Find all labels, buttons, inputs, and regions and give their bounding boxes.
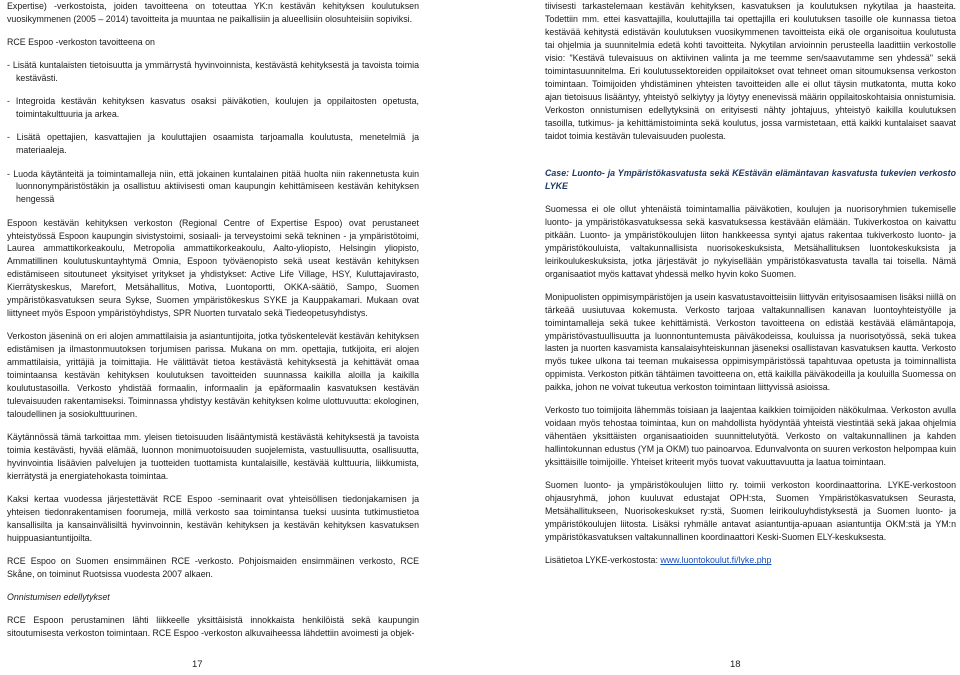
practice-paragraph: Käytännössä tämä tarkoittaa mm. yleisen tietoisuuden lisääntymistä kestävästä kehityksestä ja tavoista toimia kestävästi, hyvää elämää, luonnon monimuotoisuuden suojelemista, vastuullisuutta, osallisuutta, hyvinvointia lisäävien palvelujen ja tuotteiden tuottamista kuntalaisille, kestävää kulttuuria, liikkumista, kierrätystä ja energiatehokasta toimintaa.: [7, 432, 419, 482]
success-subheading: Onnistumisen edellytykset: [7, 592, 110, 603]
goal-bullet: - Lisätä opettajien, kasvattajien ja kouluttajien osaamista tarjoamalla koulutusta, menetelmiä ja materiaaleja.: [7, 132, 419, 156]
right-page-column: [545, 0, 956, 567]
page-number-right: 18: [730, 659, 741, 670]
goal-bullet: - Luoda käytänteitä ja toimintamalleja niin, että jokainen kuntalainen pitää huolta niin rakennetusta kuin luonnonympäristöstäkin ja osallistuu aktiivisesti oman kaupungin kehittämiseen kestävän kehityksen hengessä: [7, 168, 419, 205]
founding-paragraph: RCE Espoon perustaminen lähti liikkeelle yksittäisistä innokkaista henkilöistä sekä kaupungin sitoutumisesta verkoston toimintaan. RCE Espoo -verkoston alkuvaiheessa lähdettiin avoimesti ja objek-: [7, 615, 419, 639]
lyke-intro-paragraph: Suomessa ei ole ollut yhtenäistä toimintamallia päiväkotien, koulujen ja nuorisoryhmien tukemiselle luonto- ja ympäristökasvatuksessa sekä kasvatuksessa kestävään elämään. Tukiverkostoa on kaivattu pitkään. Luonto- ja ympäristökoulujen liiton hankkeessa syntyi ajatus rakentaa tukiverkosto luonto- ja ympäristökouluista, valtakunnallisista nuorisokeskuksista, Metsähallituksen luontokeskuksista ja leirikoulukeskuksista, jotka järjestävät jo nykyisellään ympäristökasvatusta tavalla tai toisella. Nämä organisaatiot myös kattavat yhdessä melko hyvin koko Suomen.: [545, 203, 956, 279]
lyke-coordination-paragraph: Suomen luonto- ja ympäristökoulujen liitto ry. toimii verkoston koordinaattorina. LYKE-verkostoon ohjausryhmä, johon kuuluvat edustajat OPH:sta, Suomen Ympäristökasvatuksen Seurasta, Metsähallitukseen, Nuorisokeskukset ry:stä, Suomen leirikouluyhdistyksestä ja Suomen luonto- ja ympäristökoulujen liitosta. Lisäksi ryhmälle antavat asiantuntija-apuaan asiantuntija OKM:stä ja YM:n ympäristökasvatuksen valtakunnallinen koordinaattori Keski-Suomen ELY-keskuksesta.: [545, 480, 956, 543]
members-paragraph: Verkoston jäseninä on eri alojen ammattilaisia ja asiantuntijoita, jotka työskentelevät kestävän kehityksen edistämisen ja ilmastonmuutoksen torjumisen parissa. Mukana on mm. opettajia, tutkijoita, eri alojen ammattilaisia, yrittäjiä ja toimittajia. He välittävät tietoa kestävästä kehityksestä ja kehittävät omaa toimintaansa kestävän kehityksen koulutuksen tavoitteiden suunnassa kaikilla aloilla ja kaikilla koulutustasoilla. Verkosto yhdistää formaalin, informaalin ja epäformaalin kasvatuksen kestävän tulevaisuuden rakentamiseksi. Toiminnassa yhdistyy kestävän kehityksen kolme ulottuvuutta: ekologinen, taloudellinen ja sosiokulttuurinen.: [7, 331, 419, 420]
right-page: [480, 0, 960, 675]
left-page-column: [7, 0, 419, 640]
lyke-benefits-paragraph: Verkosto tuo toimijoita lähemmäs toisiaan ja laajentaa kaikkien toimijoiden näkökulmaa. Verkoston avulla voidaan myös tehostaa toimintaa, kun on mahdollista hyödyntää yhteistä viestintää sekä jakaa ohjelmia vähentäen yksittäisten organisaatioiden suunnittelutyötä. Verkosto on valtakunnallinen ja kahden hallintokunnan edustus (YM ja OKM) tuo painoarvoa. Edunvalvonta on suuren verkoston helpompaa kuin yksittäisille toimijoille. Yhteiset kriteerit myös tuovat vakuuttavuutta ja laatua toimintaan.: [545, 405, 956, 468]
lyke-website-link[interactable]: www.luontokoulut.fi/lyke.php: [660, 555, 772, 566]
intro-paragraph: Expertise) -verkostoista, joiden tavoitteena on toteuttaa YK:n kestävän kehityksen koulutuksen vuosikymmenen (2005 – 2014) tavoitteita ja muuntaa ne paikallisiin ja alueellisiin olosuhteisiin sopiviksi.: [7, 1, 419, 24]
seminars-paragraph: Kaksi kertaa vuodessa järjestettävät RCE Espoo -seminaarit ovat yhteisöllisen tiedonjakamisen ja yhteisen tiedonrakentamisen foorumeja, millä verkosto saa toimintansa tueksi uusinta tutkimustietoa kansallisilta ja kansainvälisiltä hyvinvoinnin, kestävän kehityksen ja kestävän kehityksen kasvatuksen huippuasiantuntijoilta.: [7, 494, 419, 544]
goal-bullet: - Integroida kestävän kehityksen kasvatus osaksi päiväkotien, koulujen ja oppilaitosten opetusta, toimintakulttuuria ja arkea.: [7, 96, 419, 120]
page-number-left: 17: [192, 659, 203, 670]
assessment-paragraph: tiivisesti tarkastelemaan kestävän kehityksen, kasvatuksen ja koulutuksen nykytilaa ja haasteita. Todettiin mm. ettei kasvattajilla, kouluttajilla tai opettajilla eri koulutuksen tasoille ole kunnassa tietoa kestävää kehitystä edistävän koulutuksen vuosikymmenen tavoitteista eikä ole organisoitua koulutusta tai ohjelmia ja suunnitelmia edetä kohti tavoitteita. Nykytilan arvioinnin perusteella laadittiin verkostolle visio: "Kestävä tulevaisuus on aktiivinen valinta ja me teemme sen/saavutamme sen yhdessä" sekä toimintasuunnitelma. Eri koulutussektoreiden oppilaitokset ovat tehneet oman sitoumuksensa verkoston toimintaan. Toimijoiden yhdistäminen yhteisten tavoitteiden alle ei ollut täysin mutkatonta, mutta koko ajan tietoisuus lisääntyy, yhteistyö selkiytyy ja löytyy enenevissä määrin oppilaitoskohtaisia onnistumisia. Verkoston onnistumisen edellytyksinä on erityisesti nähty johtajuus, yhteistyö kaikilla koulutuksen tasoilla, tutkimus- ja kehittämistoiminta sekä koulutus, jossa varmistetaan, että kaikki kuntalaiset saavat taidot toimia kestävän tulevaisuuden puolesta.: [545, 1, 956, 141]
first-network-paragraph: RCE Espoo on Suomen ensimmäinen RCE -verkosto. Pohjoismaiden ensimmäinen verkosto, RCE Skåne, on toiminut Ruotsissa vuodesta 2007 alkaen.: [7, 556, 419, 580]
goal-bullet: - Lisätä kuntalaisten tietoisuutta ja ymmärrystä hyvinvoinnista, kestävästä kehityksestä ja tavoista toimia kestävästi.: [7, 60, 419, 84]
rce-goals-heading: RCE Espoo -verkoston tavoitteena on: [7, 37, 155, 48]
lyke-goals-paragraph: Monipuolisten oppimisympäristöjen ja usein kasvatustavoitteisiin liittyvän erityisosaamisen lisäksi niillä on tärkeää uusiutuvaa kokemusta. Verkosto tarjoaa valtakunnallisen kanavan luontoyhteistyölle ja toimintamalleja sekä tukee kehittämistä. Verkoston tavoitteena on edistää kestävää elämäntapoja, ympäristövastuullisuutta ja luonnontuntemusta päiväkodeissa, kouluissa ja nuorisotyössä, sekä tukea lasten ja nuorten kasvamista kansalaisyhteiskunnan jäseneksi osallistavan kasvatuksen kautta. Verkosto myös tukee ulkona tai teeman mukaisessa oppimisympäristössä tapahtuvaa opetusta ja toiminnallista oppimista. Verkoston pitkän tähtäimen tavoitteena on, että kaikilla päiväkodeilla ja kouluilla Suomessa on paikka, johon ne voivat tukeutua verkoston toimintaan liittyvissä asioissa.: [545, 291, 956, 393]
case-title: Case: Luonto- ja Ympäristökasvatusta sekä KEstävän elämäntavan kasvatusta tukevien verkosto LYKE: [545, 167, 956, 191]
more-info-line: [545, 554, 956, 567]
section-gap: [545, 153, 956, 167]
rce-goals-list: [7, 59, 419, 206]
more-info-label: Lisätietoa LYKE-verkostosta:: [545, 555, 661, 566]
founders-paragraph: Espoon kestävän kehityksen verkoston (Regional Centre of Expertise Espoo) ovat perustaneet yhteistyössä Espoon kaupungin sivistystoimi, sosiaali- ja terveystoimi sekä tekninen - ja ympäristötoimi, Laurea ammattikorkeakoulu, Metropolia ammattikorkeakoulu, Aalto-yliopisto, Helsingin yliopisto, Ammatillinen koulutuskuntayhtymä Omnia, Espoon työväenopisto sekä useat kestävän kehityksen edistämiseen sitoutuneet yksityiset yritykset ja yhdistykset: Active Life Village, HSY, Kuluttajavirasto, Kierrätyskeskus, Marefort, Metsähallitus, Motiva, Luontoportti, OKKA-säätiö, Sampo, Suomen ympäristökasvatuksen seura Sykse, Suomen ympäristökeskus SYKE ja Kauppakamari. Mukaan ovat liittyneet myös Espoon ympäristöyhdistys, SPR Nuorten turvatalo sekä Tiedeopetusyhdistys.: [7, 217, 419, 319]
